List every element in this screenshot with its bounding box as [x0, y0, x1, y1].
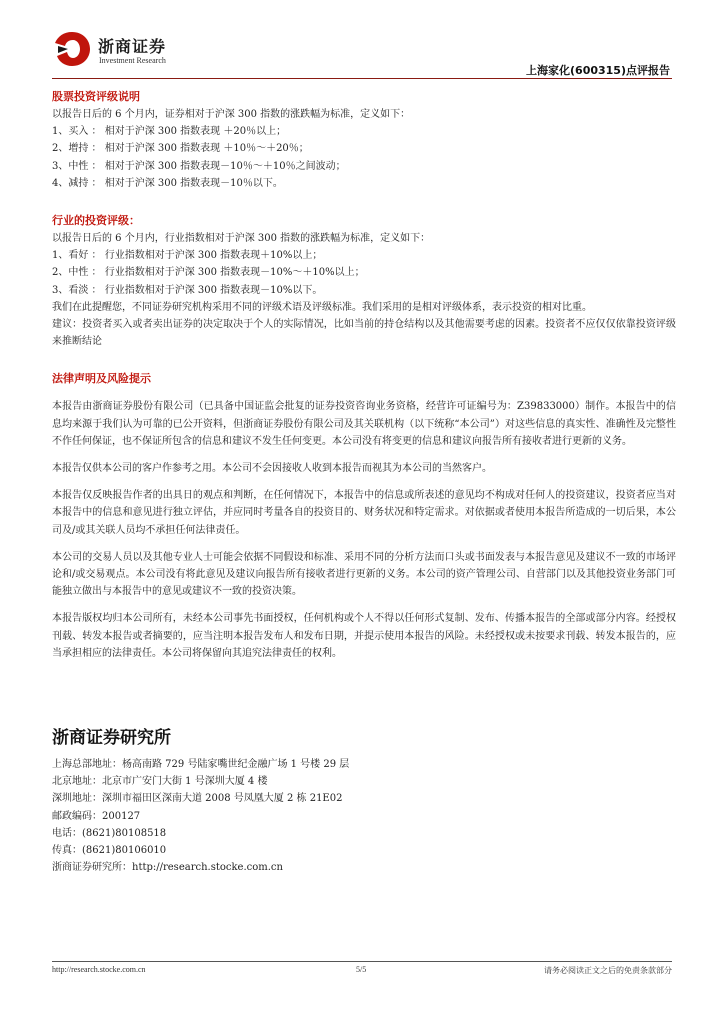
institute-phone: 电话：(8621)80108518: [52, 827, 167, 839]
legal-paragraph: 本公司的交易人员以及其他专业人士可能会依据不同假设和标准、采用不同的分析方法而口头或书面发表与本报告意见及建议不一致的市场评论和/或交易观点。本公司没有将此意见及建议向报告所有接收者进行更新的义务。本公司的资产管理公司、自营部门以及其他投资业务部门可能独立做出与本报告中的意见或建议不一致的投资决策。: [52, 551, 676, 598]
industry-rating-item: 1、看好 ： 行业指数相对于沪深 300 指数表现＋10%以上；: [52, 250, 323, 262]
stock-rating-item: 3、中性 ： 相对于沪深 300 指数表现－10％～＋10％之间波动；: [52, 160, 346, 172]
institute-website[interactable]: 浙商证券研究所：http://research.stocke.com.cn: [52, 862, 283, 874]
brand-logo: [52, 30, 172, 70]
industry-rating-intro: 以报告日后的 6 个月内，行业指数相对于沪深 300 指数的涨跌幅为标准，定义如下：: [52, 233, 431, 245]
institute-title: 浙商证券研究所: [52, 728, 171, 749]
institute-fax: 传真：(8621)80106010: [52, 845, 167, 857]
stock-rating-item: 2、增持 ： 相对于沪深 300 指数表现 ＋10％～＋20％；: [52, 143, 309, 155]
stock-rating-item: 1、买入 ： 相对于沪深 300 指数表现 ＋20％以上；: [52, 126, 287, 138]
footer-url-link[interactable]: http://research.stocke.com.cn: [52, 965, 146, 974]
institute-address-shenzhen: 深圳地址：深圳市福田区深南大道 2008 号凤凰大厦 2 栋 21E02: [52, 793, 343, 805]
industry-rating-item: 2、中性 ： 行业指数相对于沪深 300 指数表现－10%～＋10%以上；: [52, 267, 365, 279]
header-divider: [52, 78, 672, 79]
stock-rating-intro: 以报告日后的 6 个月内，证券相对于沪深 300 指数的涨跌幅为标准，定义如下：: [52, 109, 411, 120]
legal-paragraph: 本报告仅反映报告作者的出具日的观点和判断，在任何情况下，本报告中的信息或所表述的意见均不构成对任何人的投资建议，投资者应当对本报告中的信息和意见进行独立评估，并应同时考量各自的投资目的、财务状况和特定需求。对依据或者使用本报告所造成的一切后果，本公司及/或其关联人员均不承担任何法律责任。: [52, 490, 676, 536]
legal-paragraph: 本报告版权均归本公司所有，未经本公司事先书面授权，任何机构或个人不得以任何形式复制、发布、传播本报告的全部或部分内容。经授权刊载、转发本报告或者摘要的，应当注明本报告发布人和发布日期，并提示使用本报告的风险。未经授权或未按要求刊载、转发本报告的，应当承担相应的法律责任。本公司将保留向其追究法律责任的权利。: [52, 613, 676, 659]
brand-name: 浙商证券: [98, 37, 167, 56]
report-title: 上海家化(600315)点评报告: [526, 64, 670, 77]
institute-address-hq: 上海总部地址：杨高南路 729 号陆家嘴世纪金融广场 1 号楼 29 层: [52, 759, 350, 771]
footer-disclaimer-note: 请务必阅读正文之后的免责条款部分: [544, 966, 672, 975]
stock-rating-title: 股票投资评级说明: [52, 90, 140, 103]
industry-rating-title: 行业的投资评级：: [52, 214, 140, 228]
stock-rating-item: 4、减持 ： 相对于沪深 300 指数表现－10％以下。: [52, 177, 283, 189]
brand-name-en: Investment Research: [99, 56, 166, 65]
page-number: 5/5: [356, 965, 367, 974]
industry-rating-item: 3、看淡 ： 行业指数相对于沪深 300 指数表现－10%以下。: [52, 284, 323, 296]
footer-divider: [52, 961, 672, 962]
legal-paragraph: 本报告仅供本公司的客户作参考之用。本公司不会因接收人收到本报告而视其为本公司的当然客户。: [52, 463, 492, 475]
brand-logo-mark-icon: [52, 30, 92, 68]
industry-rating-note: 我们在此提醒您，不同证券研究机构采用不同的评级术语及评级标准。我们采用的是相对评级体系，表示投资的相对比重。: [52, 301, 592, 313]
legal-title: 法律声明及风险提示: [52, 372, 151, 386]
institute-postcode: 邮政编码：200127: [52, 810, 141, 822]
institute-address-beijing: 北京地址：北京市广安门大街 1 号深圳大厦 4 楼: [52, 776, 268, 788]
page-content: [52, 88, 676, 877]
industry-rating-advice: 建议：投资者买入或者卖出证券的决定取决于个人的实际情况，比如当前的持仓结构以及其他需要考虑的因素。投资者不应仅仅依靠投资评级来推断结论: [52, 319, 676, 348]
legal-paragraph: 本报告由浙商证券股份有限公司（已具备中国证监会批复的证券投资咨询业务资格，经营许可证编号为：Z39833000）制作。本报告中的信息均来源于我们认为可靠的已公开资料，但浙商证券股份有限公司及其关联机构（以下统称“本公司”）对这些信息的真实性、准确性及完整性不作任何保证，也不保证所包含的信息和建议不发生任何变更。本公司没有将变更的信息和建议向报告所有接收者进行更新的义务。: [52, 401, 676, 447]
